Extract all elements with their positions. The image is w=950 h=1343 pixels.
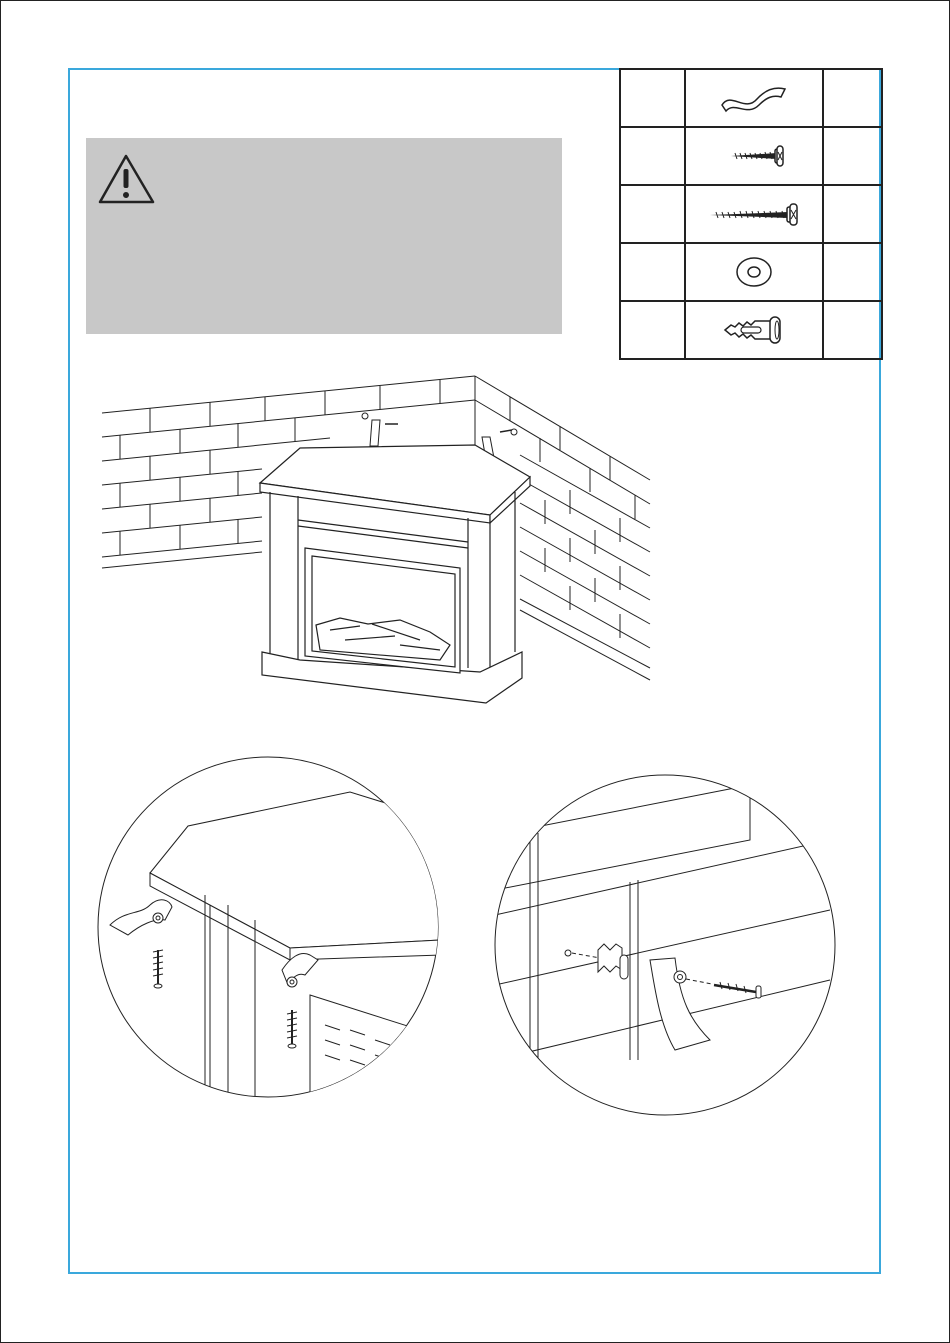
fireplace-corner-installation-illustration xyxy=(95,370,665,715)
long-screw-icon xyxy=(704,201,804,227)
parts-row xyxy=(620,243,882,301)
parts-row xyxy=(620,69,882,127)
washer-icon xyxy=(729,252,779,292)
parts-row xyxy=(620,185,882,243)
wall-anchor-icon xyxy=(719,313,789,347)
parts-row xyxy=(620,301,882,359)
parts-table xyxy=(619,68,883,360)
warning-triangle-icon xyxy=(98,152,158,208)
parts-row xyxy=(620,127,882,185)
warning-box xyxy=(86,138,562,334)
strap-to-wall-detail-illustration xyxy=(490,755,840,1130)
anti-tip-strap-icon xyxy=(719,83,789,113)
short-screw-icon xyxy=(719,144,789,168)
strap-to-mantel-detail-illustration xyxy=(95,740,445,1115)
